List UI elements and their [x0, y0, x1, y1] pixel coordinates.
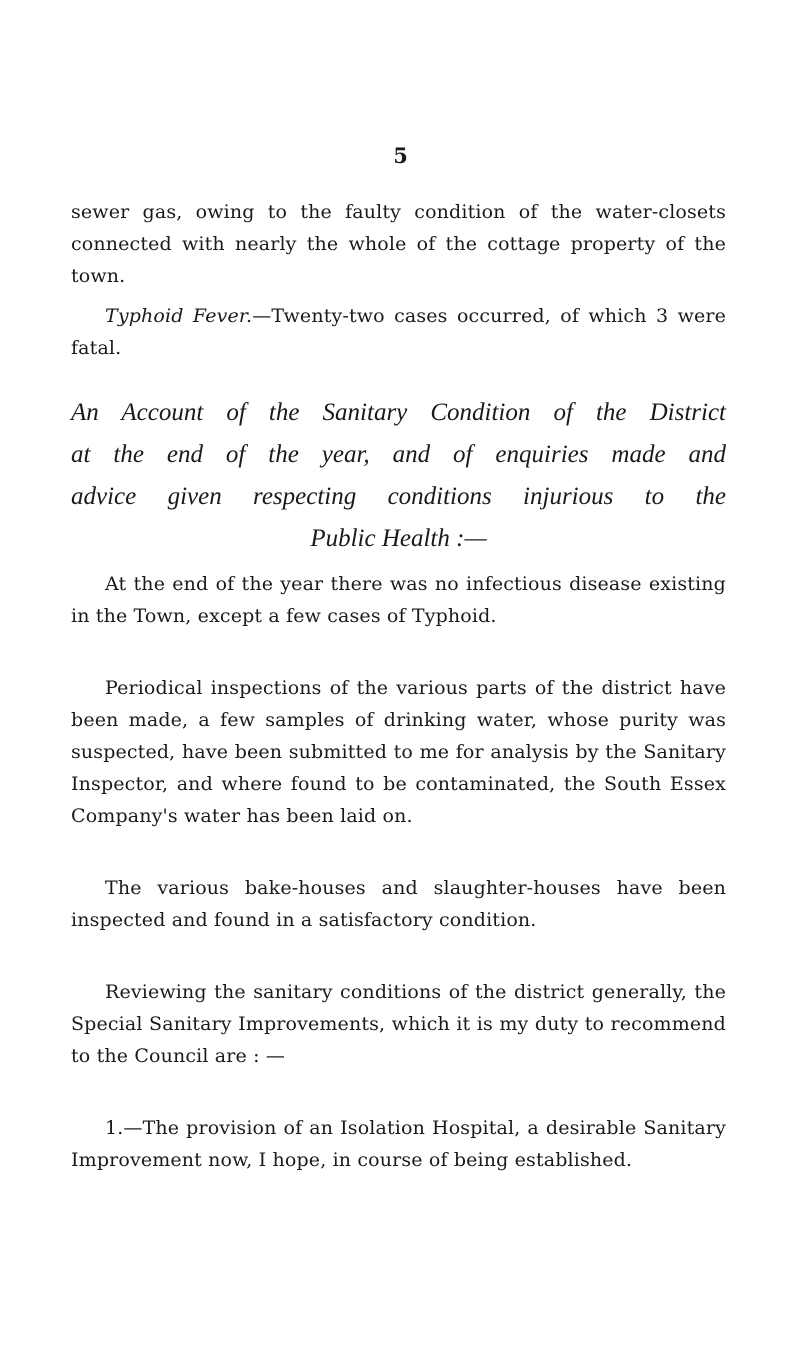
heading-line-1: An Account of the Sanitary Condition of the District	[71, 399, 726, 426]
paragraph-bakehouses: The various bake-houses and slaughter-houses have been inspected and found in a satisfactory condition.	[71, 877, 726, 931]
page-number: 5	[393, 143, 408, 168]
paragraph-end-of-year: At the end of the year there was no infectious disease existing in the Town, except a few cases of Typhoid.	[71, 573, 726, 627]
heading-line-2: at the end of the year, and of enquiries made and	[71, 441, 726, 468]
typhoid-text: —Twenty-two cases occurred, of which 3 were fatal.	[71, 305, 727, 359]
paragraph-typhoid	[71, 300, 726, 364]
typhoid-label: Typhoid Fever.	[105, 305, 253, 327]
heading-line-3: advice given respecting conditions injurious to the	[71, 483, 726, 510]
paragraph-reviewing: Reviewing the sanitary conditions of the district generally, the Special Sanitary Improvements, which it is my duty to recommend to the Council are : —	[71, 981, 726, 1067]
paragraph-inspections: Periodical inspections of the various parts of the district have been made, a few samples of drinking water, whose purity was suspected, have been submitted to me for analysis by the Sanitary Inspector, and where found to be contaminated, the South Essex Company's water has been laid on.	[71, 677, 726, 827]
paragraph-item-1: 1.—The provision of an Isolation Hospital, a desirable Sanitary Improvement now, I hope, in course of being established.	[71, 1117, 726, 1171]
paragraph-sewer-gas: sewer gas, owing to the faulty condition of the water-closets connected with nearly the whole of the cottage property of the town.	[71, 201, 726, 287]
heading-line-4: Public Health :—	[310, 525, 487, 552]
section-heading	[71, 392, 726, 560]
